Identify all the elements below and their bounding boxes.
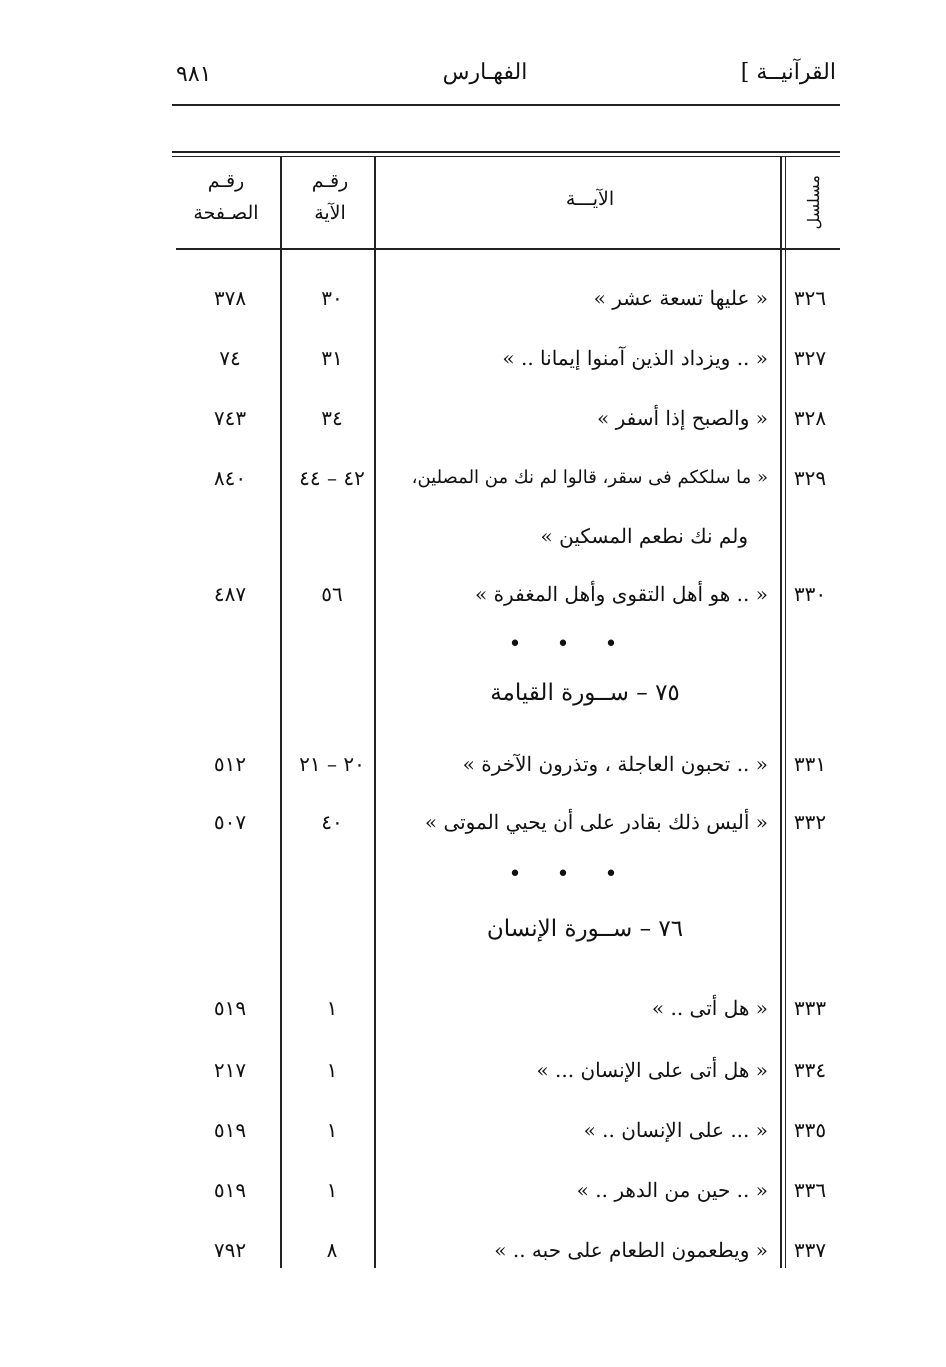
- page-number-cell: [180, 512, 280, 560]
- serial-cell: ٣٣٦: [793, 1178, 827, 1202]
- table-header-rule: [176, 248, 840, 250]
- table-row: [170, 334, 842, 382]
- running-header-title: القرآنيــة ]: [740, 60, 836, 85]
- verse-number-cell: [284, 512, 380, 560]
- verse-text-cell: « .. ويزداد الذين آمنوا إيمانا .. »: [502, 346, 768, 370]
- table-top-rule-2: [172, 156, 840, 157]
- verse-text-cell: « .. هو أهل التقوى وأهل المغفرة »: [474, 582, 768, 606]
- table-row: [170, 454, 842, 502]
- verse-number-cell: ٢٠ – ٢١: [299, 752, 365, 776]
- page-number-cell: ٣٧٨: [213, 286, 247, 310]
- page-number-cell: ٥١٩: [213, 1178, 247, 1202]
- verse-text-cell-continuation: ولم نك نطعم المسكين »: [540, 524, 748, 548]
- verse-number-cell: ٥٦: [321, 582, 343, 606]
- verse-text-cell: « أليس ذلك بقادر على أن يحيي الموتى »: [424, 810, 768, 834]
- page-number: ٩٨١: [176, 62, 212, 87]
- serial-cell: ٣٢٩: [793, 466, 827, 490]
- table-row: [170, 798, 842, 846]
- serial-cell: ٣٣١: [793, 752, 827, 776]
- page-number-cell: ٥١٩: [213, 996, 247, 1020]
- header-page-number-line2: الصـفحة: [193, 202, 259, 224]
- serial-cell: ٣٢٨: [793, 406, 827, 430]
- verse-number-cell: ١: [326, 1118, 338, 1142]
- serial-cell: ٣٣٢: [793, 810, 827, 834]
- verse-number-cell: ١: [326, 1178, 338, 1202]
- header-verse-number-line2: الآية: [314, 202, 346, 224]
- verse-text-cell: « ما سلككم فى سقر، قالوا لم نك من المصلين،: [411, 467, 768, 488]
- page-number-cell: ٧٩٢: [213, 1238, 247, 1262]
- page-number-cell: ٥١٢: [213, 752, 247, 776]
- page-number-cell: ٢١٧: [213, 1058, 247, 1082]
- serial-cell: ٣٢٧: [793, 346, 827, 370]
- serial-cell: ٣٣٥: [793, 1118, 827, 1142]
- page-number-cell: ٤٨٧: [213, 582, 247, 606]
- header-page-number-line1: رقـم: [207, 170, 245, 192]
- verse-text-cell: « عليها تسعة عشر »: [593, 286, 768, 310]
- serial-cell: ٣٣٠: [793, 582, 827, 606]
- serial-cell: [782, 512, 838, 560]
- verse-text-cell: « والصبح إذا أسفر »: [597, 406, 768, 430]
- table-row: [170, 1166, 842, 1214]
- table-row: [170, 274, 842, 322]
- serial-cell: ٣٣٣: [793, 996, 827, 1020]
- verse-number-cell: ١: [326, 996, 338, 1020]
- verse-text-cell: « .. تحبون العاجلة ، وتذرون الآخرة »: [462, 752, 768, 776]
- serial-cell: ٣٢٦: [793, 286, 827, 310]
- verse-text-cell: « هل أتى على الإنسان ... »: [536, 1058, 768, 1082]
- verse-number-cell: ٣١: [321, 346, 343, 370]
- column-divider-serial-2: [785, 156, 786, 1268]
- verse-number-cell: ٨: [326, 1238, 338, 1262]
- table-row: [170, 740, 842, 788]
- page-number-cell: ٨٤٠: [213, 466, 247, 490]
- serial-cell: ٣٣٤: [793, 1058, 827, 1082]
- page-number-cell: ٧٤٣: [213, 406, 247, 430]
- verse-text-cell: « ... على الإنسان .. »: [583, 1118, 768, 1142]
- separator-dots: • • •: [508, 862, 632, 887]
- page-number-cell: ٥٠٧: [213, 810, 247, 834]
- table-row: [170, 984, 842, 1032]
- verse-text-cell: « .. حين من الدهر .. »: [576, 1178, 768, 1202]
- verse-number-cell: ٣٤: [321, 406, 343, 430]
- table-row: [170, 394, 842, 442]
- table-row: [170, 512, 842, 560]
- header-rule: [172, 104, 840, 106]
- table-row: [170, 1226, 842, 1274]
- column-divider-serial: [780, 156, 782, 1268]
- column-divider-verse: [280, 156, 282, 1268]
- serial-cell: ٣٣٧: [793, 1238, 827, 1262]
- header-verse-number-line1: رقـم: [311, 170, 349, 192]
- verse-number-cell: ٤٢ – ٤٤: [299, 466, 365, 490]
- verse-number-cell: ٣٠: [321, 286, 343, 310]
- table-row: [170, 1106, 842, 1154]
- surah-heading-76: ٧٦ – ســورة الإنسان: [486, 916, 684, 942]
- table-row: [170, 1046, 842, 1094]
- column-divider-text: [374, 156, 376, 1268]
- verse-number-cell: ١: [326, 1058, 338, 1082]
- header-verse-text: الآيـــة: [565, 188, 615, 210]
- page-number-cell: ٧٤: [219, 346, 241, 370]
- surah-heading-75: ٧٥ – ســورة القيامة: [490, 680, 680, 706]
- table-row: [170, 570, 842, 618]
- header-serial: مسلسل: [804, 175, 823, 230]
- verse-text-cell: « ويطعمون الطعام على حبه .. »: [494, 1238, 768, 1262]
- table-top-rule: [172, 151, 840, 153]
- page-number-cell: ٥١٩: [213, 1118, 247, 1142]
- verse-text-cell: « هل أتى .. »: [651, 996, 768, 1020]
- running-header-section: الفهـارس: [442, 60, 528, 85]
- separator-dots: • • •: [508, 632, 632, 657]
- verse-number-cell: ٤٠: [321, 810, 343, 834]
